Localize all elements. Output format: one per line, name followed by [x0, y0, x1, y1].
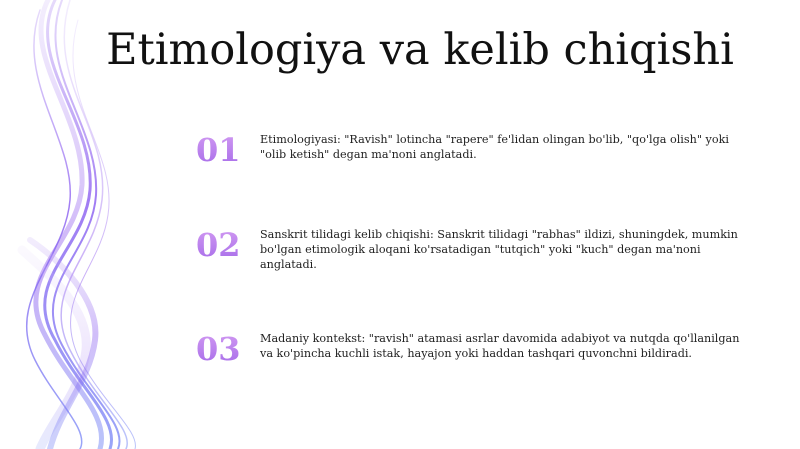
point-item-3 — [196, 331, 756, 391]
point-item-1 — [196, 132, 756, 192]
point-number: 02 — [196, 227, 256, 263]
point-text: Sanskrit tilidagi kelib chiqishi: Sanskrit tilidagi "rabhas" ildizi, shuningdek, mumkin bo'lgan etimologik aloqani ko'rsatadigan "tutqich" yoki "kuch" degan ma'noni anglatadi. — [260, 228, 738, 271]
point-item-2 — [196, 227, 756, 287]
point-number: 01 — [196, 132, 256, 168]
point-text: Etimologiyasi: "Ravish" lotincha "rapere" fe'lidan olingan bo'lib, "qo'lga olish" yoki "olib ketish" degan ma'noni anglatadi. — [260, 133, 729, 161]
slide-title: Etimologiya va kelib chiqishi — [106, 25, 734, 75]
point-text: Madaniy kontekst: "ravish" atamasi asrlar davomida adabiyot va nutqda qo'llanilgan va ko'pincha kuchli istak, hayajon yoki haddan tashqari quvonchni bildiradi. — [260, 332, 740, 360]
point-number: 03 — [196, 331, 256, 367]
